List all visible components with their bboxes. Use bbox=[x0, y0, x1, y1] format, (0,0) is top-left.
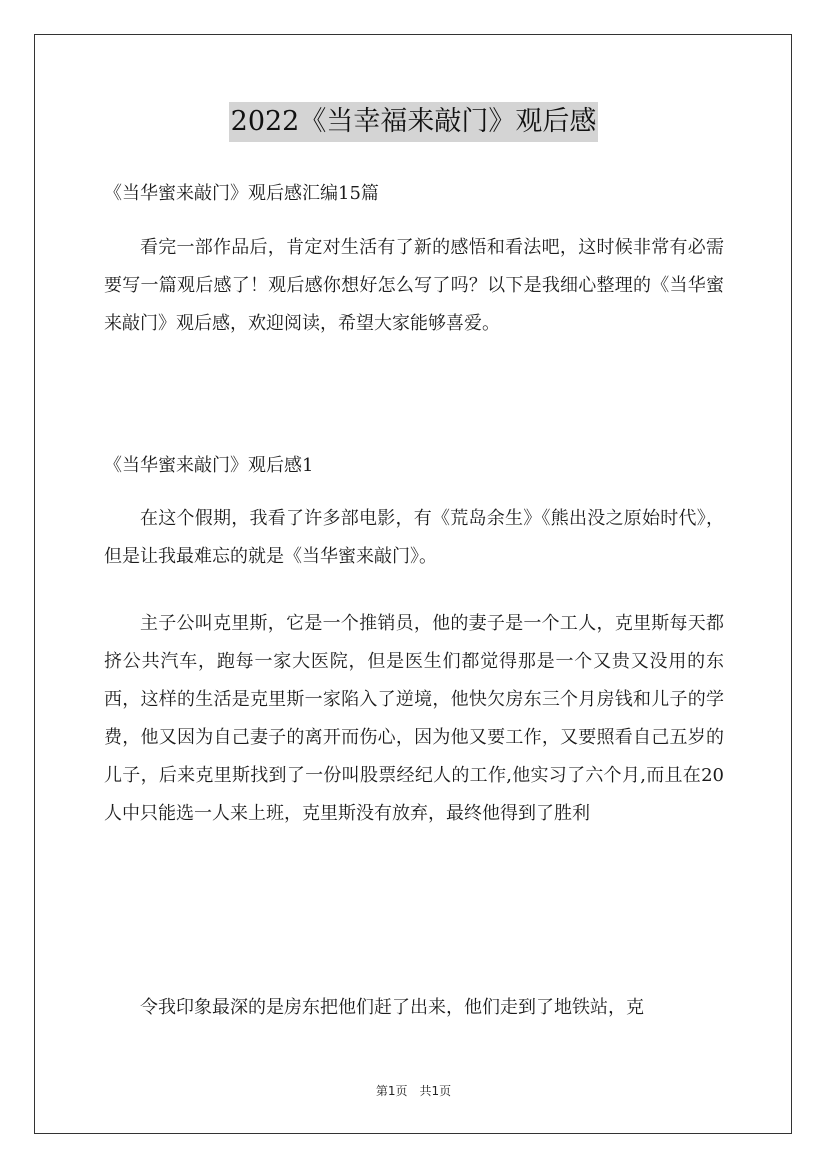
paragraph-3: 令我印象最深的是房东把他们赶了出来，他们走到了地铁站，克 bbox=[140, 997, 644, 1018]
intro-paragraph: 看完一部作品后，肯定对生活有了新的感悟和看法吧，这时候非常有必需要写一篇观后感了！观后感你想好怎么写了吗？以下是我细心整理的《当华蜜来敲门》观后感，欢迎阅读，希望大家能够喜爱。 bbox=[104, 237, 724, 334]
page-number-footer: 第1页 共1页 bbox=[375, 1084, 452, 1098]
paragraph-1: 在这个假期，我看了许多部电影，有《荒岛余生》《熊出没之原始时代》，但是让我最难忘的就是《当华蜜来敲门》。 bbox=[104, 508, 724, 567]
document-title: 2022《当幸福来敲门》观后感 bbox=[229, 102, 599, 142]
section-heading: 《当华蜜来敲门》观后感1 bbox=[104, 455, 314, 476]
document-subtitle: 《当华蜜来敲门》观后感汇编15篇 bbox=[104, 183, 379, 204]
paragraph-2: 主子公叫克里斯，它是一个推销员，他的妻子是一个工人，克里斯每天都挤公共汽车，跑每一家大医院，但是医生们都觉得那是一个又贵又没用的东西，这样的生活是克里斯一家陷入了逆境，他快欠房东三个月房钱和儿子的学费，他又因为自己妻子的离开而伤心，因为他又要工作，又要照看自己五岁的儿子，后来克里斯找到了一份叫股票经纪人的工作,他实习了六个月,而且在20人中只能选一人来上班，克里斯没有放弃，最终他得到了胜利 bbox=[104, 613, 724, 824]
title-container bbox=[0, 102, 827, 142]
